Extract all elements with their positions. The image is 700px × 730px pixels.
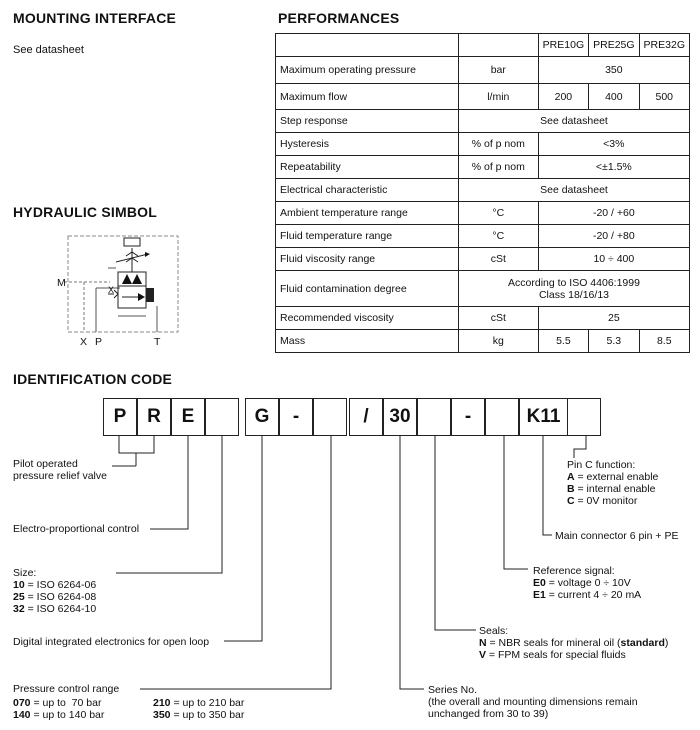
row-label: Recommended viscosity bbox=[276, 307, 459, 330]
port-t-label: T bbox=[154, 336, 161, 348]
port-m-label: M bbox=[57, 277, 66, 289]
row-value: <3% bbox=[538, 133, 689, 156]
pressure-range-title: Pressure control range bbox=[13, 683, 120, 695]
row-unit: cSt bbox=[458, 307, 538, 330]
mounting-interface-title: MOUNTING INTERFACE bbox=[13, 10, 177, 26]
code-box bbox=[485, 398, 519, 436]
digital-electronics-label: Digital integrated electronics for open loop bbox=[13, 636, 210, 648]
model-header: PRE32G bbox=[639, 34, 689, 57]
mounting-note: See datasheet bbox=[13, 44, 84, 56]
code-box: 30 bbox=[383, 398, 417, 436]
row-value: <±1.5% bbox=[538, 156, 689, 179]
seals-label: Seals: N = NBR seals for mineral oil (standard) V = FPM seals for special fluids bbox=[479, 625, 669, 661]
row-value: 350 bbox=[538, 57, 689, 84]
row-label: Maximum operating pressure bbox=[276, 57, 459, 84]
row-value: 400 bbox=[589, 84, 639, 110]
row-unit: cSt bbox=[458, 248, 538, 271]
code-box: K11 bbox=[519, 398, 568, 436]
row-label: Hysteresis bbox=[276, 133, 459, 156]
pressure-range-col2: 210 = up to 210 bar 350 = up to 350 bar bbox=[153, 697, 245, 721]
port-p-label: P bbox=[95, 336, 103, 348]
row-value: 5.3 bbox=[589, 330, 639, 353]
row-unit: °C bbox=[458, 225, 538, 248]
row-value: See datasheet bbox=[458, 179, 689, 202]
series-label: Series No. (the overall and mounting dimensions remain unchanged from 30 to 39) bbox=[428, 684, 638, 720]
row-value: 200 bbox=[538, 84, 588, 110]
code-box bbox=[567, 398, 601, 436]
model-header: PRE10G bbox=[538, 34, 588, 57]
row-label: Maximum flow bbox=[276, 84, 459, 110]
row-label: Electrical characteristic bbox=[276, 179, 459, 202]
code-box bbox=[205, 398, 239, 436]
pilot-label: Pilot operated pressure relief valve bbox=[13, 458, 107, 482]
row-label: Repeatability bbox=[276, 156, 459, 179]
row-label: Fluid temperature range bbox=[276, 225, 459, 248]
row-value: 10 ÷ 400 bbox=[538, 248, 689, 271]
row-label: Mass bbox=[276, 330, 459, 353]
code-box: G bbox=[245, 398, 279, 436]
code-box: E bbox=[171, 398, 205, 436]
row-value: See datasheet bbox=[458, 110, 689, 133]
identification-code-title: IDENTIFICATION CODE bbox=[13, 371, 173, 387]
row-unit: kg bbox=[458, 330, 538, 353]
row-label: Ambient temperature range bbox=[276, 202, 459, 225]
row-value-line: Class 18/16/13 bbox=[538, 288, 609, 301]
port-x-inner-label: X bbox=[108, 285, 115, 295]
electro-proportional-label: Electro-proportional control bbox=[13, 523, 140, 535]
pin-c-function-label: Pin C function: A = external enable B = internal enable C = 0V monitor bbox=[567, 459, 659, 507]
hydraulic-symbol-title: HYDRAULIC SIMBOL bbox=[13, 204, 157, 220]
row-value: 8.5 bbox=[639, 330, 689, 353]
row-value-line: According to ISO 4406:1999 bbox=[508, 276, 640, 289]
reference-signal-label: Reference signal: E0 = voltage 0 ÷ 10V E1 = current 4 ÷ 20 mA bbox=[533, 565, 642, 601]
row-unit: l/min bbox=[458, 84, 538, 110]
row-label: Fluid viscosity range bbox=[276, 248, 459, 271]
performances-title: PERFORMANCES bbox=[278, 10, 400, 26]
row-value: 5.5 bbox=[538, 330, 588, 353]
code-box: - bbox=[279, 398, 313, 436]
row-label: Step response bbox=[276, 110, 459, 133]
row-value: -20 / +60 bbox=[538, 202, 689, 225]
code-box: P bbox=[103, 398, 137, 436]
code-box bbox=[313, 398, 347, 436]
model-header: PRE25G bbox=[589, 34, 639, 57]
port-x-label: X bbox=[80, 336, 88, 348]
code-box: R bbox=[137, 398, 171, 436]
row-label: Fluid contamination degree bbox=[276, 271, 459, 307]
code-box: - bbox=[451, 398, 485, 436]
row-value: -20 / +80 bbox=[538, 225, 689, 248]
row-unit: % of p nom bbox=[458, 133, 538, 156]
code-box bbox=[417, 398, 451, 436]
row-unit: % of p nom bbox=[458, 156, 538, 179]
pressure-range-col1: 070 = up to 70 bar 140 = up to 140 bar bbox=[13, 697, 105, 721]
row-value: 500 bbox=[639, 84, 689, 110]
size-label: Size: 10 = ISO 6264-06 25 = ISO 6264-08 32 = ISO 6264-10 bbox=[13, 567, 97, 615]
row-unit: bar bbox=[458, 57, 538, 84]
row-unit: °C bbox=[458, 202, 538, 225]
main-connector-label: Main connector 6 pin + PE bbox=[555, 530, 679, 542]
code-box: / bbox=[349, 398, 383, 436]
row-value: 25 bbox=[538, 307, 689, 330]
